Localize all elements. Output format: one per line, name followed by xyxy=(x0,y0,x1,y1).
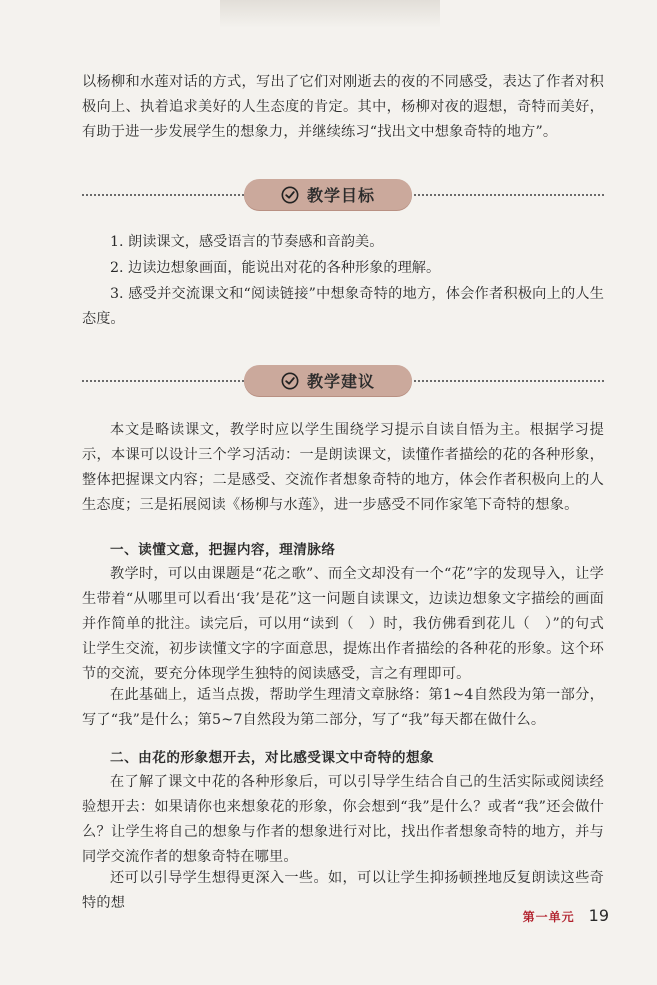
check-circle-icon xyxy=(281,186,299,204)
intro-paragraph: 以杨柳和水莲对话的方式，写出了它们对刚逝去的夜的不同感受，表达了作者对积极向上、执着追求美好的人生态度的肯定。其中，杨柳对夜的遐想，奇特而美好，有助于进一步发展学生的想象力，并继续练习“找出文中想象奇特的地方”。 xyxy=(82,74,604,140)
advice-section-header xyxy=(82,362,604,402)
goal-item-1: 1. 朗读课文，感受语言的节奏感和音韵美。 xyxy=(110,234,384,250)
advice-title-badge xyxy=(244,365,412,396)
scan-shadow xyxy=(220,0,440,28)
part2-paragraph-2: 还可以引导学生想得更深入一些。如，可以让学生抑扬顿挫地反复朗读这些奇特的想 xyxy=(82,870,604,911)
advice-title: 教学建议 xyxy=(306,372,375,391)
part1-heading: 一、读懂文意，把握内容，理清脉络 xyxy=(110,542,336,558)
check-circle-icon xyxy=(281,372,299,390)
part2-heading: 二、由花的形象想开去，对比感受课文中奇特的想象 xyxy=(110,750,435,766)
advice-overview: 本文是略读课文，教学时应以学生围绕学习提示自读自悟为主。根据学习提示，本课可以设计三个学习活动：一是朗读课文，读懂作者描绘的花的各种形象，整体把握课文内容；二是感受、交流作者想象奇特的地方，体会作者积极向上的人生态度；三是拓展阅读《杨柳与水莲》，进一步感受不同作家笔下奇特的想象。 xyxy=(82,422,604,513)
goals-title: 教学目标 xyxy=(306,186,375,205)
page-footer xyxy=(523,906,609,925)
goals-section-header xyxy=(82,176,604,216)
goal-item-3: 3. 感受并交流课文和“阅读链接”中想象奇特的地方，体会作者积极向上的人生态度。 xyxy=(82,286,604,327)
part1-paragraph-1: 教学时，可以由课题是“花之歌”、而全文却没有一个“花”字的发现导入，让学生带着“从哪里可以看出‘我’是花”这一问题自读课文，边读边想象文字描绘的画面并作简单的批注。读完后，可以用“读到（ ）时，我仿佛看到花儿（ ）”的句式让学生交流，初步读懂文字的字面意思，提炼出作者描绘的各种花的形象。这个环节的交流，要充分体现学生独特的阅读感受，言之有理即可。 xyxy=(82,566,604,682)
page-number: 19 xyxy=(588,906,609,925)
goals-title-badge xyxy=(244,179,412,210)
part1-paragraph-2: 在此基础上，适当点拨，帮助学生理清文章脉络：第1~4自然段为第一部分，写了“我”是什么；第5~7自然段为第二部分，写了“我”每天都在做什么。 xyxy=(82,687,604,728)
goal-item-2: 2. 边读边想象画面，能说出对花的各种形象的理解。 xyxy=(110,260,441,276)
unit-label: 第一单元 xyxy=(522,910,575,924)
part2-paragraph-1: 在了解了课文中花的各种形象后，可以引导学生结合自己的生活实际或阅读经验想开去：如果请你也来想象花的形象，你会想到“我”是什么？或者“我”还会做什么？让学生将自己的想象与作者的想象进行对比，找出作者想象奇特的地方，并与同学交流作者的想象奇特在哪里。 xyxy=(82,774,604,865)
